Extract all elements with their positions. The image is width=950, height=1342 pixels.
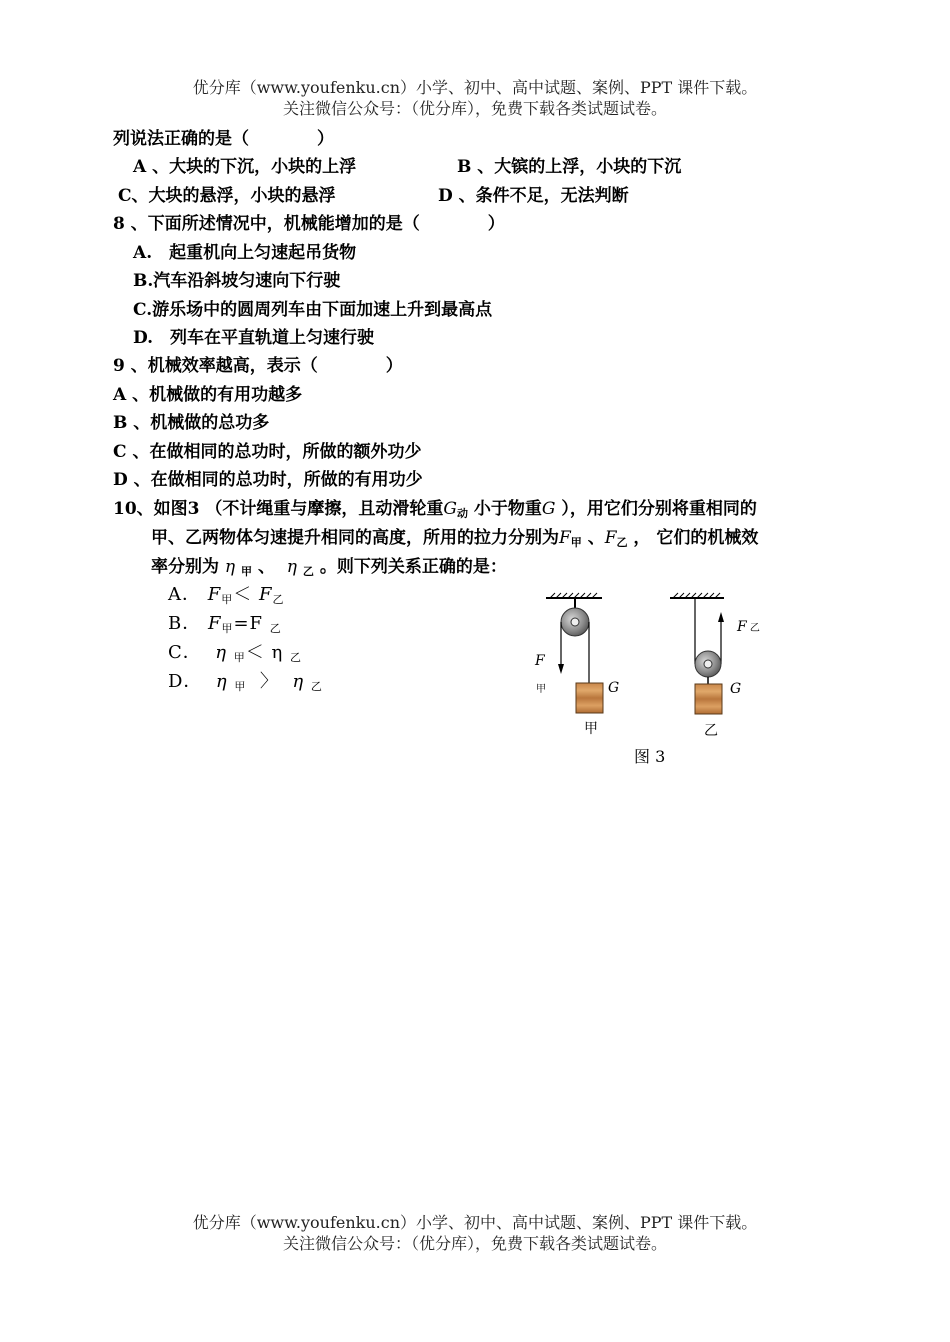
q8-option-d: D. 列车在平直轨道上匀速行驶: [133, 328, 375, 348]
header-line-1: 优分库（www.youfenku.cn）小学、初中、高中试题、案例、PPT 课件下载。: [192, 78, 758, 97]
q8-option-a: A. 起重机向上匀速起吊货物: [133, 243, 357, 263]
q10-stem-line-2: 甲、乙两物体匀速提升相同的高度，所用的拉力分别为$F_甲$ 、$F_乙$ ， 它们的机械效: [151, 528, 759, 549]
weight-label-jia: G: [608, 680, 620, 696]
force-label-yi: F 乙: [737, 619, 760, 635]
weight-label-yi: G: [730, 681, 742, 697]
q9-option-c: C 、在做相同的总功时，所做的额外功少: [113, 442, 422, 462]
q8-option-c: C.游乐场中的圆周列车由下面加速上升到最高点: [133, 300, 493, 320]
q7-option-c: C、大块的悬浮，小块的悬浮: [118, 186, 336, 206]
q7-option-a: A 、大块的下沉，小块的上浮: [133, 157, 357, 177]
q8-stem: 8 、下面所述情况中，机械能增加的是（ ）: [113, 214, 505, 234]
caption-jia: 甲: [584, 721, 598, 737]
figure-caption: 图 3: [634, 747, 666, 766]
q7-stem-tail: 列说法正确的是（ ）: [113, 129, 334, 149]
q10-stem-line-1: 10、如图3 （不计绳重与摩擦，且动滑轮重$G_动$ 小于物重G ），用它们分别将重相同的: [113, 499, 757, 520]
q10-option-d: D． η $_甲$ 〉 η $_乙$: [168, 671, 323, 693]
q10-stem-line-3: 率分别为 η $_甲$ 、 η $_乙$ 。则下列关系正确的是：: [151, 557, 507, 578]
q7-option-b: B 、大镔的上浮，小块的下沉: [457, 157, 682, 177]
movable-pulley-yi: [670, 593, 724, 714]
q9-option-a: A 、机械做的有用功越多: [113, 385, 303, 405]
weight-block-yi: [695, 684, 722, 714]
q9-stem: 9 、机械效率越高，表示（ ）: [113, 356, 403, 376]
caption-yi: 乙: [704, 723, 718, 739]
weight-block-jia: [576, 683, 603, 713]
footer-line-1: 优分库（www.youfenku.cn）小学、初中、高中试题、案例、PPT 课件下载。: [192, 1213, 758, 1232]
force-label-jia: F: [535, 653, 545, 669]
footer-line-2: 关注微信公众号：（优分库），免费下载各类试题试卷。: [282, 1234, 667, 1253]
q10-option-c: C． η $_甲$＜ η $_乙$: [168, 642, 303, 664]
q9-option-d: D 、在做相同的总功时，所做的有用功少: [113, 470, 423, 490]
q8-option-b: B.汽车沿斜坡匀速向下行驶: [133, 271, 341, 291]
q10-option-b: B． $F_甲=F$ $_乙$: [168, 613, 282, 635]
fixed-pulley-jia: [546, 593, 603, 713]
q10-option-a: A． $F_甲< F_乙$: [168, 584, 285, 606]
force-label-jia-sub: 甲: [536, 684, 546, 695]
q7-option-d: D 、条件不足，无法判断: [438, 186, 629, 206]
q9-option-b: B 、机械做的总功多: [113, 413, 270, 433]
header-line-2: 关注微信公众号：（优分库），免费下载各类试题试卷。: [282, 99, 667, 118]
